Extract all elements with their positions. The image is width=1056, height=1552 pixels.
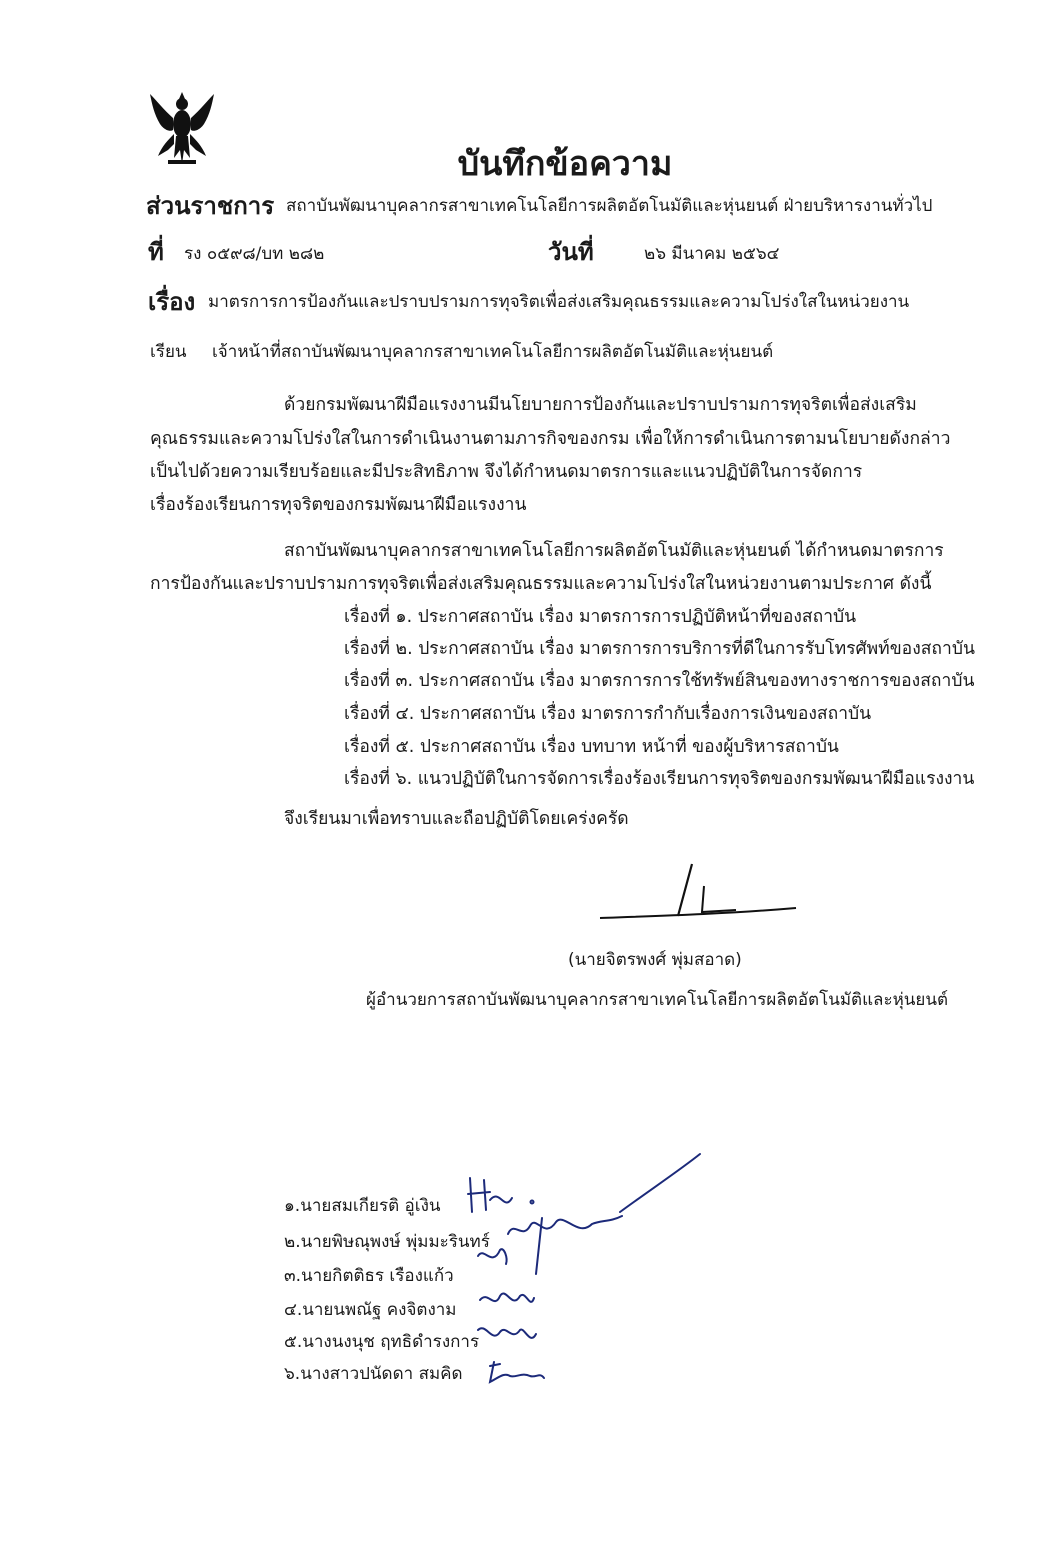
- acknowledgement-entry: ๕.นางนงนุช ฤทธิดำรงการ: [284, 1332, 480, 1352]
- paragraph-1-line: เป็นไปด้วยความเรียบร้อยและมีประสิทธิภาพ จึงได้กำหนดมาตรการและแนวปฏิบัติในการจัดการ: [150, 462, 863, 482]
- list-item: เรื่องที่ ๒. ประกาศสถาบัน เรื่อง มาตรการการบริการที่ดีในการรับโทรศัพท์ของสถาบัน: [344, 639, 975, 659]
- date-value: ๒๖ มีนาคม ๒๕๖๔: [644, 244, 780, 264]
- list-item: เรื่องที่ ๕. ประกาศสถาบัน เรื่อง บทบาท หน้าที่ ของผู้บริหารสถาบัน: [344, 737, 839, 757]
- signatory-name: (นายจิตรพงศ์ พุ่มสอาด): [568, 950, 742, 970]
- acknowledgement-entry: ๒.นายพิษณุพงษ์ พุ่มมะรินทร์: [284, 1232, 490, 1252]
- to-value: เจ้าหน้าที่สถาบันพัฒนาบุคลากรสาขาเทคโนโลยีการผลิตอัตโนมัติและหุ่นยนต์: [212, 342, 774, 362]
- agency-value: สถาบันพัฒนาบุคลากรสาขาเทคโนโลยีการผลิตอัตโนมัติและหุ่นยนต์ ฝ่ายบริหารงานทั่วไป: [286, 196, 933, 216]
- director-signature: [596, 858, 806, 932]
- acknowledgement-entry: ๖.นางสาวปนัดดา สมคิด: [284, 1364, 463, 1384]
- list-item: เรื่องที่ ๑. ประกาศสถาบัน เรื่อง มาตรการการปฏิบัติหน้าที่ของสถาบัน: [344, 607, 857, 627]
- paragraph-1-line: ด้วยกรมพัฒนาฝีมือแรงงานมีนโยบายการป้องกันและปราบปรามการทุจริตเพื่อส่งเสริม: [284, 395, 917, 415]
- to-label: เรียน: [150, 342, 187, 362]
- signatory-position: ผู้อำนวยการสถาบันพัฒนาบุคลากรสาขาเทคโนโลยีการผลิตอัตโนมัติและหุ่นยนต์: [366, 990, 949, 1010]
- agency-label: ส่วนราชการ: [146, 192, 275, 220]
- acknowledgement-entry: ๔.นายนพณัฐ คงจิตงาม: [284, 1300, 457, 1320]
- list-item: เรื่องที่ ๖. แนวปฏิบัติในการจัดการเรื่องร้องเรียนการทุจริตของกรมพัฒนาฝีมือแรงงาน: [344, 769, 975, 789]
- paragraph-1-line: เรื่องร้องเรียนการทุจริตของกรมพัฒนาฝีมือแรงงาน: [150, 495, 527, 515]
- acknowledgement-entry: ๑.นายสมเกียรติ อู่เงิน: [284, 1196, 441, 1216]
- memo-title: บันทึกข้อความ: [457, 144, 673, 184]
- acknowledgement-initials: [460, 1150, 740, 1400]
- closing-line: จึงเรียนมาเพื่อทราบและถือปฏิบัติโดยเคร่งครัด: [284, 809, 629, 829]
- subject-value: มาตรการการป้องกันและปราบปรามการทุจริตเพื่อส่งเสริมคุณธรรมและความโปร่งใสในหน่วยงาน: [208, 292, 910, 312]
- ref-label: ที่: [148, 238, 164, 266]
- paragraph-2-line: สถาบันพัฒนาบุคลากรสาขาเทคโนโลยีการผลิตอัตโนมัติและหุ่นยนต์ ได้กำหนดมาตรการ: [284, 541, 944, 561]
- list-item: เรื่องที่ ๓. ประกาศสถาบัน เรื่อง มาตรการการใช้ทรัพย์สินของทางราชการของสถาบัน: [344, 671, 975, 691]
- acknowledgement-entry: ๓.นายกิตติธร เรืองแก้ว: [284, 1266, 454, 1286]
- paragraph-1-line: คุณธรรมและความโปร่งใสในการดำเนินงานตามภารกิจของกรม เพื่อให้การดำเนินการตามนโยบายดังกล่าว: [150, 429, 951, 449]
- subject-label: เรื่อง: [148, 288, 196, 316]
- paragraph-2-line: การป้องกันและปราบปรามการทุจริตเพื่อส่งเสริมคุณธรรมและความโปร่งใสในหน่วยงานตามประกาศ ดังนี้: [150, 574, 932, 594]
- list-item: เรื่องที่ ๔. ประกาศสถาบัน เรื่อง มาตรการกำกับเรื่องการเงินของสถาบัน: [344, 704, 872, 724]
- date-label: วันที่: [548, 238, 594, 266]
- ref-value: รง ๐๕๙๘/บท ๒๘๒: [184, 244, 325, 264]
